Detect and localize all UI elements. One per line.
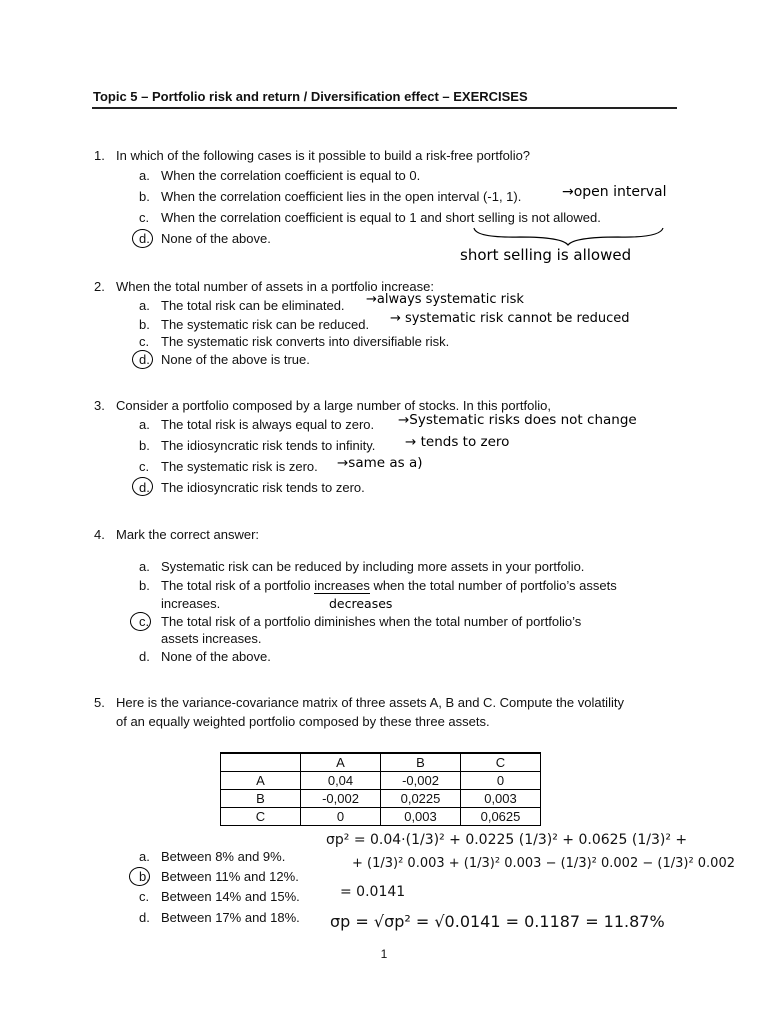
q5-work-line3: = 0.0141 <box>340 884 406 900</box>
q3-c-text: The systematic risk is zero. <box>161 459 318 474</box>
q3-text: Consider a portfolio composed by a large number of stocks. In this portfolio, <box>116 398 551 413</box>
table-cell: -0,002 <box>301 790 381 808</box>
q4-b-text: The total risk of a portfolio increases when the total number of portfolio’s assets <box>161 578 617 593</box>
q5-work-line4: σp = √σp² = √0.0141 = 0.1187 = 11.87% <box>330 912 665 931</box>
q4-c-letter: c. <box>139 614 150 629</box>
q1-c-letter: c. <box>139 210 150 225</box>
table-cell: C <box>461 753 541 772</box>
q2-d-text: None of the above is true. <box>161 352 310 367</box>
q4-b-text-line2: increases. <box>161 596 221 611</box>
q1-b-text: When the correlation coefficient lies in the open interval (-1, 1). <box>161 189 522 204</box>
table-cell: C <box>221 808 301 826</box>
table-cell: 0 <box>301 808 381 826</box>
q5-d-letter: d. <box>139 910 150 925</box>
q2-c-text: The systematic risk converts into diversifiable risk. <box>161 334 450 349</box>
q1-a-letter: a. <box>139 168 150 183</box>
q5-d-text: Between 17% and 18%. <box>161 910 300 925</box>
q3-note-a: →Systematic risks does not change <box>398 412 637 428</box>
q2-note-a: →always systematic risk <box>366 292 524 307</box>
q5-work-line1: σp² = 0.04·(1/3)² + 0.0225 (1/3)² + 0.0625 (1/3)² + <box>326 832 688 848</box>
q5-a-letter: a. <box>139 849 150 864</box>
q2-text: When the total number of assets in a portfolio increase: <box>116 279 434 294</box>
q4-c-text-line2: assets increases. <box>161 631 262 646</box>
q3-note-b: → tends to zero <box>405 434 510 450</box>
q5-text: Here is the variance-covariance matrix of three assets A, B and C. Compute the volatility <box>116 695 624 710</box>
q1-brace-annotation <box>470 225 670 247</box>
table-row <box>221 772 541 790</box>
variance-covariance-table <box>220 752 541 826</box>
table-cell: 0,003 <box>381 808 461 826</box>
q5-b-letter: b. <box>139 869 150 884</box>
q3-d-text: The idiosyncratic risk tends to zero. <box>161 480 365 495</box>
q3-note-c: →same as a) <box>337 455 423 471</box>
table-cell <box>221 753 301 772</box>
q3-c-letter: c. <box>139 459 150 474</box>
q2-note-b: → systematic risk cannot be reduced <box>390 311 630 326</box>
q3-number: 3. <box>94 398 105 413</box>
table-cell: B <box>381 753 461 772</box>
q4-a-letter: a. <box>139 559 150 574</box>
table-cell: 0,003 <box>461 790 541 808</box>
q2-number: 2. <box>94 279 105 294</box>
q2-d-letter: d. <box>139 352 150 367</box>
q4-note-decreases: decreases <box>329 596 393 611</box>
q1-text: In which of the following cases is it possible to build a risk-free portfolio? <box>116 148 531 163</box>
q3-b-text: The idiosyncratic risk tends to infinity. <box>161 438 376 453</box>
table-row <box>221 808 541 826</box>
table-cell: -0,002 <box>381 772 461 790</box>
q3-b-letter: b. <box>139 438 150 453</box>
q2-b-text: The systematic risk can be reduced. <box>161 317 370 332</box>
q1-note-open-interval: →open interval <box>562 184 667 200</box>
table-cell: 0 <box>461 772 541 790</box>
q4-c-text: The total risk of a portfolio diminishes when the total number of portfolio’s <box>161 614 582 629</box>
q2-a-letter: a. <box>139 298 150 313</box>
q1-number: 1. <box>94 148 105 163</box>
q1-a-text: When the correlation coefficient is equal to 0. <box>161 168 421 183</box>
q5-c-text: Between 14% and 15%. <box>161 889 300 904</box>
q1-note-short-selling: short selling is allowed <box>460 246 632 264</box>
q2-b-letter: b. <box>139 317 150 332</box>
page-title: Topic 5 – Portfolio risk and return / Diversification effect – EXERCISES <box>93 89 528 104</box>
q5-number: 5. <box>94 695 105 710</box>
q2-a-text: The total risk can be eliminated. <box>161 298 345 313</box>
q4-number: 4. <box>94 527 105 542</box>
q1-c-text: When the correlation coefficient is equal to 1 and short selling is not allowed. <box>161 210 601 225</box>
table-cell: A <box>221 772 301 790</box>
q1-b-letter: b. <box>139 189 150 204</box>
page-number: 1 <box>380 947 388 961</box>
q1-d-letter: d. <box>139 231 150 246</box>
table-cell: 0,04 <box>301 772 381 790</box>
table-cell: 0,0225 <box>381 790 461 808</box>
q4-b-letter: b. <box>139 578 150 593</box>
title-rule <box>92 107 677 109</box>
q5-work-line2: + (1/3)² 0.003 + (1/3)² 0.003 − (1/3)² 0.002 − (1/3)² 0.002 <box>352 856 735 871</box>
q5-text-line2: of an equally weighted portfolio composed by these three assets. <box>116 714 490 729</box>
q3-a-text: The total risk is always equal to zero. <box>161 417 375 432</box>
table-row <box>221 790 541 808</box>
q5-a-text: Between 8% and 9%. <box>161 849 286 864</box>
q4-d-letter: d. <box>139 649 150 664</box>
q3-a-letter: a. <box>139 417 150 432</box>
q3-d-letter: d. <box>139 480 150 495</box>
table-cell: 0,0625 <box>461 808 541 826</box>
q4-a-text: Systematic risk can be reduced by including more assets in your portfolio. <box>161 559 585 574</box>
q4-d-text: None of the above. <box>161 649 271 664</box>
table-header-row <box>221 753 541 772</box>
q5-c-letter: c. <box>139 889 150 904</box>
q1-d-text: None of the above. <box>161 231 271 246</box>
table-cell: A <box>301 753 381 772</box>
q2-c-letter: c. <box>139 334 150 349</box>
table-cell: B <box>221 790 301 808</box>
q5-b-text: Between 11% and 12%. <box>161 869 299 884</box>
q4-text: Mark the correct answer: <box>116 527 260 542</box>
